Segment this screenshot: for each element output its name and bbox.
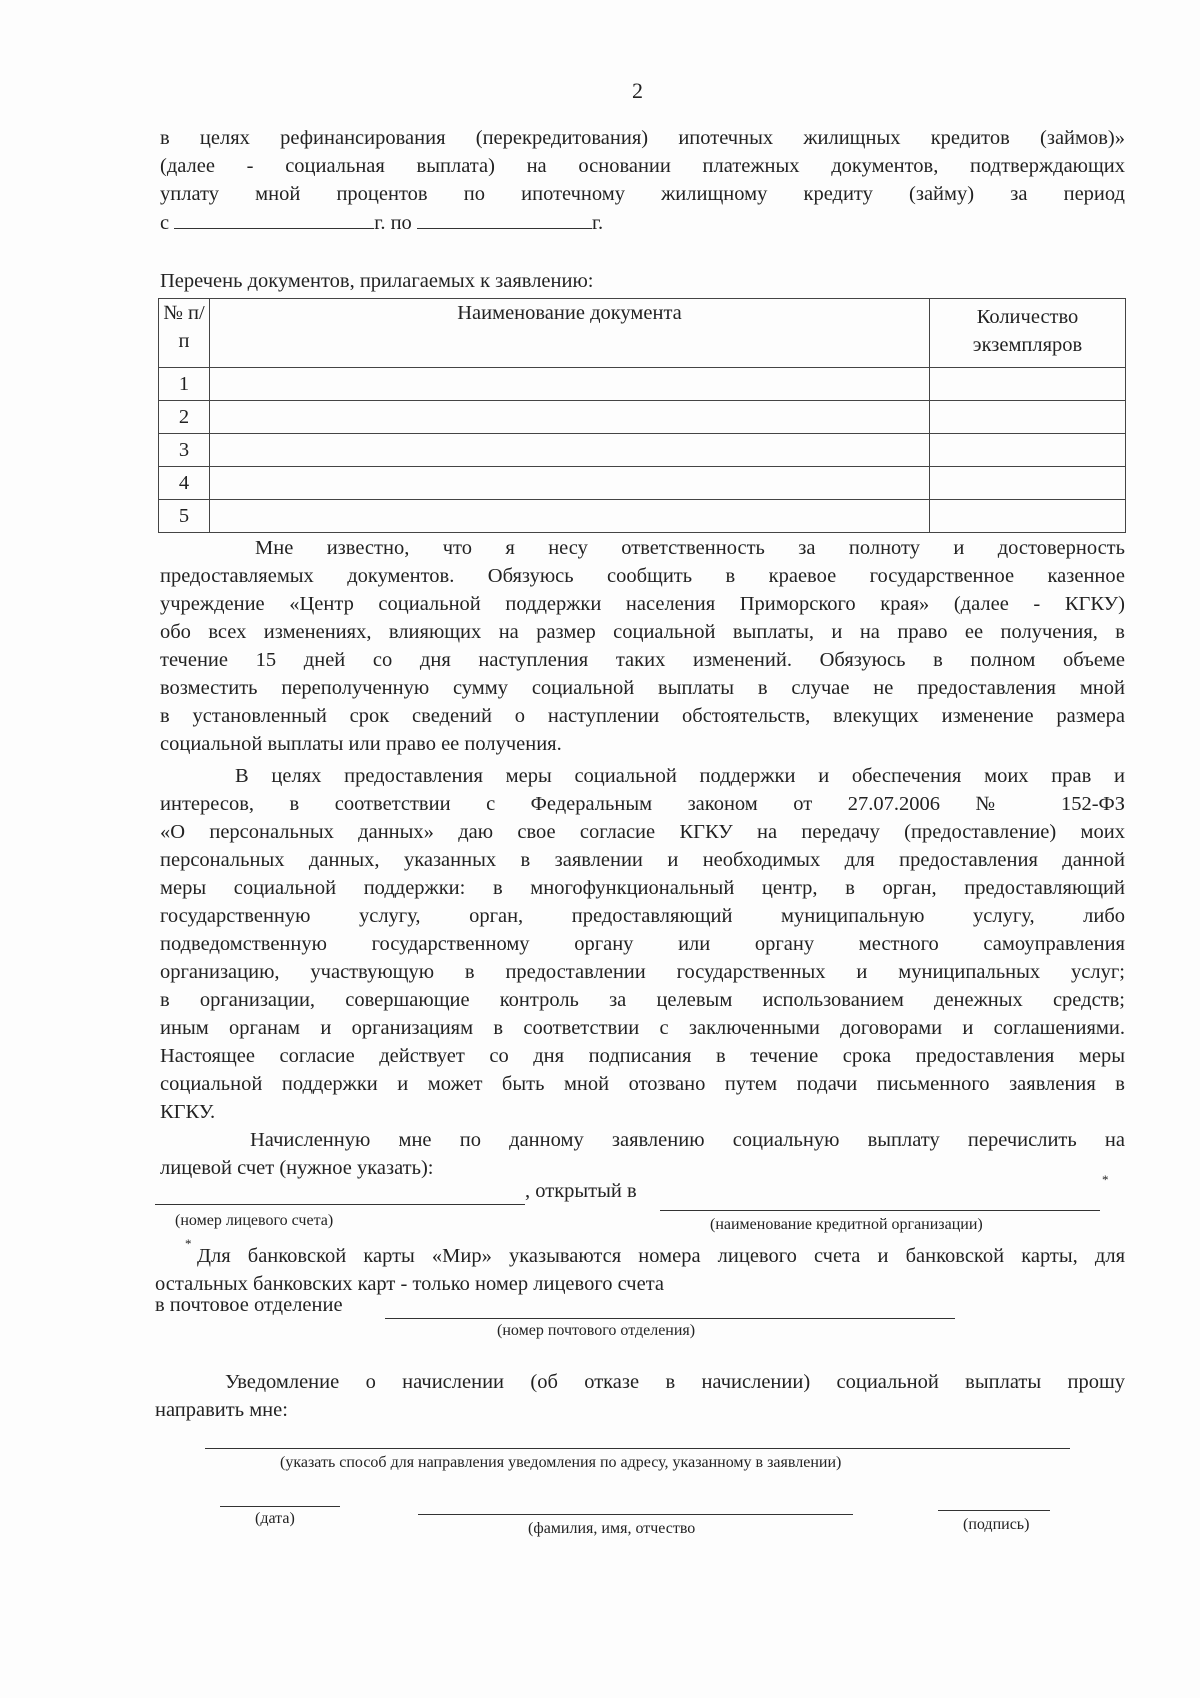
paragraph-line: в установленный срок сведений о наступлении обстоятельств, влекущих изменение размера — [160, 705, 1125, 727]
col-count-header: Количество экземпляров — [930, 299, 1126, 368]
notification-line: Уведомление о начислении (об отказе в начислении) социальной выплаты прошу — [225, 1371, 1125, 1393]
paragraph-line: государственную услугу, орган, предоставляющий муниципальную услугу, либо — [160, 905, 1125, 927]
paragraph-line: интересов, в соответствии с Федеральным законом от 27.07.2006 № 152-ФЗ — [160, 793, 1125, 815]
table-row — [159, 401, 1126, 434]
period-line — [160, 208, 1125, 237]
notification-line: направить мне: — [155, 1399, 288, 1421]
bank-name-field[interactable] — [660, 1210, 1100, 1211]
period-from-label: с — [160, 212, 170, 234]
paragraph-line: социальной выплаты или право ее получения. — [160, 733, 562, 755]
row-number: 5 — [159, 500, 210, 533]
paragraph-line: КГКУ. — [160, 1101, 216, 1123]
account-number-caption: (номер лицевого счета) — [175, 1212, 334, 1229]
notification-method-caption: (указать способ для направления уведомления по адресу, указанному в заявлении) — [280, 1454, 842, 1471]
footnote-line: Для банковской карты «Мир» указываются номера лицевого счета и банковской карты, для — [197, 1245, 1125, 1267]
period-mid-label: г. по — [374, 212, 412, 234]
bank-name-caption: (наименование кредитной организации) — [710, 1216, 983, 1233]
document-name-cell[interactable] — [210, 500, 930, 533]
notification-text — [155, 1368, 1125, 1424]
paragraph-line: персональных данных, указанных в заявлении и необходимых для предоставления данной — [160, 849, 1125, 871]
page-number: 2 — [632, 78, 643, 103]
documents-table — [158, 298, 1126, 533]
paragraph-line: меры социальной поддержки: в многофункциональный центр, в орган, предоставляющий — [160, 877, 1125, 899]
responsibility-paragraph — [160, 534, 1125, 758]
full-name-field[interactable] — [418, 1514, 853, 1515]
intro-line: уплату мной процентов по ипотечному жилищному кредиту (займу) за период — [160, 183, 1125, 205]
footnote-line: остальных банковских карт - только номер лицевого счета — [155, 1273, 664, 1295]
intro-line: в целях рефинансирования (перекредитования) ипотечных жилищных кредитов (займов)» — [160, 127, 1125, 149]
paragraph-line: лицевой счет (нужное указать): — [160, 1157, 434, 1179]
table-row — [159, 434, 1126, 467]
table-row — [159, 368, 1126, 401]
document-count-cell[interactable] — [930, 434, 1126, 467]
col-name-header: Наименование документа — [210, 299, 930, 368]
paragraph-line: возместить переполученную сумму социальной выплаты в случае не предоставления мной — [160, 677, 1125, 699]
col-num-header: № п/п — [159, 299, 210, 368]
post-office-caption: (номер почтового отделения) — [497, 1322, 696, 1339]
period-from-field[interactable] — [174, 208, 374, 229]
paragraph-line: учреждение «Центр социальной поддержки населения Приморского края» (далее - КГКУ) — [160, 593, 1125, 615]
paragraph-line: в организации, совершающие контроль за целевым использованием денежных средств; — [160, 989, 1125, 1011]
date-caption: (дата) — [255, 1510, 295, 1527]
document-count-cell[interactable] — [930, 467, 1126, 500]
date-field[interactable] — [220, 1506, 340, 1507]
paragraph-line: «О персональных данных» даю свое согласие КГКУ на передачу (предоставление) моих — [160, 821, 1125, 843]
paragraph-line: Настоящее согласие действует со дня подписания в течение срока предоставления меры — [160, 1045, 1125, 1067]
document-name-cell[interactable] — [210, 368, 930, 401]
signature-field[interactable] — [938, 1510, 1050, 1511]
row-number: 4 — [159, 467, 210, 500]
paragraph-line: Начисленную мне по данному заявлению социальную выплату перечислить на — [250, 1129, 1125, 1151]
document-name-cell[interactable] — [210, 467, 930, 500]
payment-paragraph — [160, 1126, 1125, 1182]
document-count-cell[interactable] — [930, 401, 1126, 434]
row-number: 2 — [159, 401, 210, 434]
intro-text — [160, 124, 1125, 237]
row-number: 1 — [159, 368, 210, 401]
period-to-field[interactable] — [417, 208, 592, 229]
account-number-field[interactable] — [155, 1204, 525, 1205]
post-office-label: в почтовое отделение — [155, 1294, 343, 1316]
intro-line: (далее - социальная выплата) на основании платежных документов, подтверждающих — [160, 155, 1125, 177]
paragraph-line: организацию, участвующую в предоставлении государственных и муниципальных услуг; — [160, 961, 1125, 983]
signature-caption: (подпись) — [963, 1516, 1030, 1533]
paragraph-line: подведомственную государственному органу или органу местного самоуправления — [160, 933, 1125, 955]
row-number: 3 — [159, 434, 210, 467]
full-name-caption: (фамилия, имя, отчество — [528, 1520, 696, 1537]
period-end-label: г. — [591, 212, 604, 234]
document-name-cell[interactable] — [210, 401, 930, 434]
notification-method-field[interactable] — [205, 1448, 1070, 1449]
post-office-field[interactable] — [385, 1318, 955, 1319]
consent-paragraph — [160, 762, 1125, 1126]
documents-title: Перечень документов, прилагаемых к заявлению: — [160, 270, 594, 292]
paragraph-line: предоставляемых документов. Обязуюсь сообщить в краевое государственное казенное — [160, 565, 1125, 587]
paragraph-line: Мне известно, что я несу ответственность за полноту и достоверность — [255, 537, 1125, 559]
documents-table-header — [159, 299, 1126, 368]
document-count-cell[interactable] — [930, 368, 1126, 401]
paragraph-line: социальной поддержки и может быть мной отозвано путем подачи письменного заявления в — [160, 1073, 1125, 1095]
asterisk-mark: * — [1102, 1172, 1109, 1187]
footnote-text — [155, 1242, 1125, 1298]
paragraph-line: обо всех изменениях, влияющих на размер социальной выплаты, и на право ее получения, в — [160, 621, 1125, 643]
table-row — [159, 467, 1126, 500]
table-row — [159, 500, 1126, 533]
footnote-mark: * — [185, 1236, 192, 1251]
paragraph-line: В целях предоставления меры социальной поддержки и обеспечения моих прав и — [235, 765, 1125, 787]
paragraph-line: иным органам и организациям в соответствии с заключенными договорами и соглашениями. — [160, 1017, 1125, 1039]
document-name-cell[interactable] — [210, 434, 930, 467]
opened-in-label: , открытый в — [525, 1180, 637, 1202]
document-count-cell[interactable] — [930, 500, 1126, 533]
paragraph-line: течение 15 дней со дня наступления таких изменений. Обязуюсь в полном объеме — [160, 649, 1125, 671]
